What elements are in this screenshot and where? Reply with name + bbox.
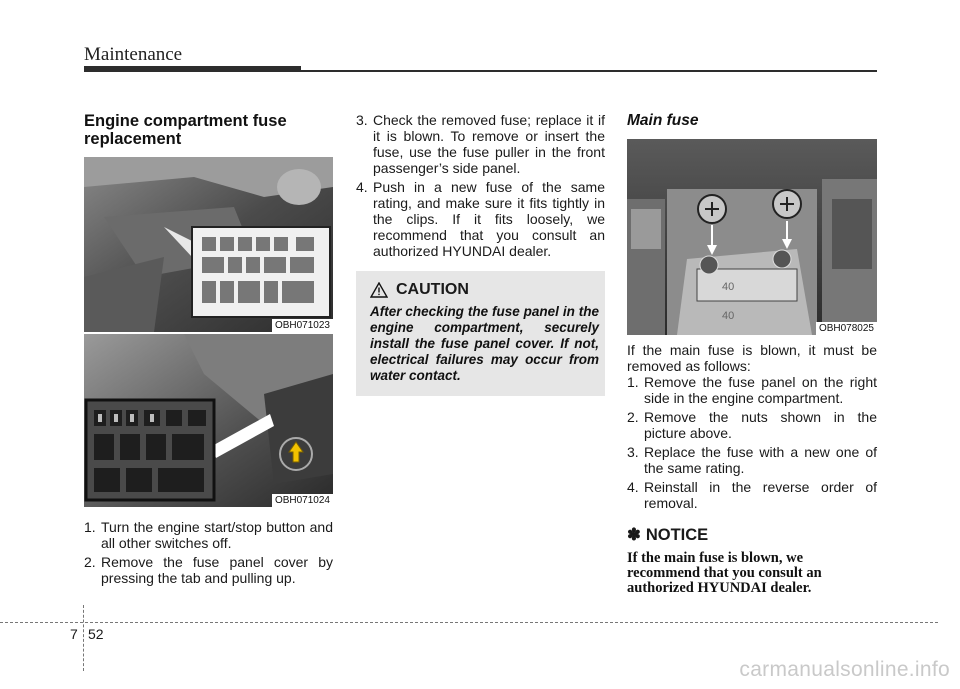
- list-item: 1. Turn the engine start/stop button and all other switches off.: [84, 519, 333, 551]
- engine-fuse-figure-1: [84, 157, 333, 332]
- caution-box: [356, 271, 605, 396]
- caution-title: CAUTION: [396, 281, 469, 298]
- engine-fuse-illustration-2: [84, 334, 333, 507]
- watermark: carmanualsonline.info: [739, 658, 950, 681]
- footer-vertical-divider: [83, 605, 84, 671]
- notice-text: If the main fuse is blown, we recommend that you consult an authorized HYUNDAI dealer.: [627, 550, 822, 596]
- step-list: [84, 519, 333, 586]
- caution-text: After checking the fuse panel in the engine compartment, securely install the fuse panel cover. If not, electrical failures may occur from water contact.: [370, 304, 599, 383]
- main-fuse-figure: [627, 139, 877, 335]
- footer-divider: [0, 622, 938, 623]
- step-list: [356, 112, 605, 259]
- column-1: [84, 112, 333, 589]
- section-title: Main fuse: [627, 112, 699, 129]
- list-item: 1. Remove the fuse panel on the right side in the engine compartment.: [627, 374, 877, 406]
- figure-code: OBH078025: [816, 322, 877, 335]
- figure-code: OBH071023: [272, 319, 333, 332]
- notice-symbol-icon: ✽: [627, 526, 641, 544]
- engine-fuse-illustration-1: [84, 157, 333, 332]
- caution-heading: [370, 281, 599, 299]
- list-item: 3. Check the removed fuse; replace it if it is blown. To remove or insert the fuse, use the fuse puller in the front passenger’s side panel.: [356, 112, 605, 176]
- list-item: 2. Remove the fuse panel cover by pressing the tab and pulling up.: [84, 554, 333, 586]
- header-rule: [301, 70, 877, 72]
- page-number: 52: [88, 626, 104, 642]
- fuse-rating-label: 40: [722, 281, 735, 293]
- list-item: 2. Remove the nuts shown in the picture above.: [627, 409, 877, 441]
- column-3: [627, 112, 877, 596]
- main-fuse-illustration: [627, 139, 877, 335]
- list-item: 4. Push in a new fuse of the same rating, and make sure it fits tightly in the clips. If it fits loosely, we recommend that you consult an authorized HYUNDAI dealer.: [356, 179, 605, 259]
- notice-title: NOTICE: [645, 525, 709, 544]
- warning-icon: [370, 282, 388, 298]
- step-list: [627, 374, 877, 511]
- chapter-number: 7: [70, 626, 78, 642]
- section-header: Maintenance: [84, 44, 183, 65]
- header-bar: [84, 66, 301, 72]
- list-item: 3. Replace the fuse with a new one of the same rating.: [627, 444, 877, 476]
- column-2: [356, 112, 605, 396]
- fuse-rating-label: 40: [722, 310, 735, 322]
- engine-fuse-figure-2: [84, 334, 333, 507]
- notice-heading: [627, 525, 877, 545]
- figure-code: OBH071024: [272, 494, 333, 507]
- section-title: Engine compartment fuse replacement: [84, 112, 287, 148]
- list-item: 4. Reinstall in the reverse order of removal.: [627, 479, 877, 511]
- intro-paragraph: If the main fuse is blown, it must be removed as follows:: [627, 342, 877, 374]
